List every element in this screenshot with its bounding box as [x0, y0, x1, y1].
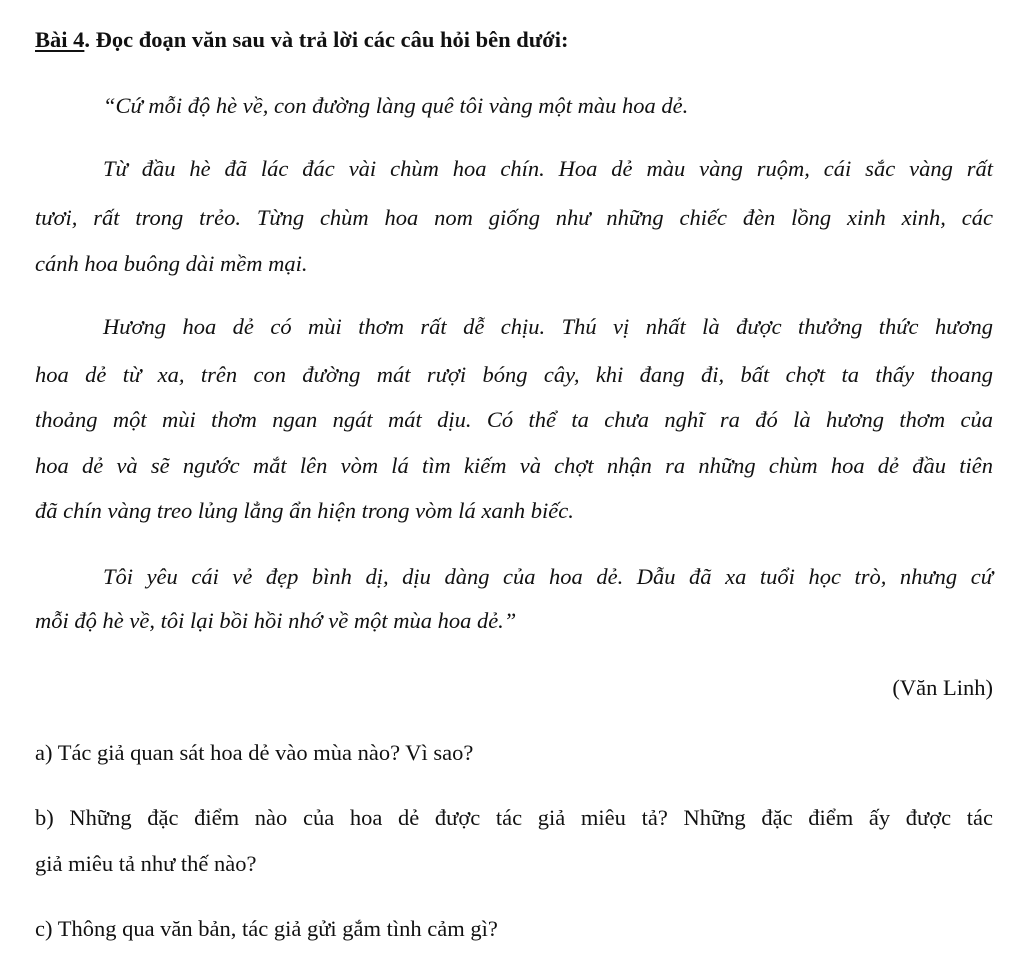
passage-paragraph-2-line-2: tươi, rất trong trẻo. Từng chùm hoa nom giống như những chiếc đèn lồng xinh xinh, các — [35, 205, 993, 230]
question-c: c) Thông qua văn bản, tác giả gửi gắm tình cảm gì? — [35, 916, 498, 941]
passage-paragraph-3-line-5: đã chín vàng treo lủng lẳng ẩn hiện trong vòm lá xanh biếc. — [35, 498, 574, 523]
exercise-heading — [35, 26, 568, 54]
passage-paragraph-3-line-4: hoa dẻ và sẽ ngước mắt lên vòm lá tìm kiếm và chợt nhận ra những chùm hoa dẻ đầu tiên — [35, 453, 993, 478]
passage-paragraph-2-line-1: Từ đầu hè đã lác đác vài chùm hoa chín. Hoa dẻ màu vàng ruộm, cái sắc vàng rất — [103, 156, 993, 181]
passage-paragraph-4-line-1: Tôi yêu cái vẻ đẹp bình dị, dịu dàng của hoa dẻ. Dẫu đã xa tuổi học trò, nhưng cứ — [103, 564, 993, 589]
exercise-instruction: . Đọc đoạn văn sau và trả lời các câu hỏi bên dưới: — [84, 27, 569, 52]
question-a: a) Tác giả quan sát hoa dẻ vào mùa nào? Vì sao? — [35, 740, 474, 765]
passage-paragraph-3-line-1: Hương hoa dẻ có mùi thơm rất dễ chịu. Thú vị nhất là được thưởng thức hương — [103, 314, 993, 339]
passage-paragraph-4-line-2: mỗi độ hè về, tôi lại bồi hồi nhớ về một mùa hoa dẻ.” — [35, 608, 517, 633]
passage-paragraph-1-line-1: “Cứ mỗi độ hè về, con đường làng quê tôi vàng một màu hoa dẻ. — [103, 93, 689, 118]
question-b-line-1: b) Những đặc điểm nào của hoa dẻ được tác giả miêu tả? Những đặc điểm ấy được tác — [35, 805, 993, 830]
passage-author: (Văn Linh) — [892, 675, 993, 700]
exercise-label: Bài 4 — [35, 27, 85, 52]
passage-paragraph-2-line-3: cánh hoa buông dài mềm mại. — [35, 251, 308, 276]
passage-paragraph-3-line-3: thoảng một mùi thơm ngan ngát mát dịu. Có thể ta chưa nghĩ ra đó là hương thơm của — [35, 407, 993, 432]
question-b-line-2: giả miêu tả như thế nào? — [35, 851, 257, 876]
passage-paragraph-3-line-2: hoa dẻ từ xa, trên con đường mát rượi bóng cây, khi đang đi, bất chợt ta thấy thoang — [35, 362, 993, 387]
